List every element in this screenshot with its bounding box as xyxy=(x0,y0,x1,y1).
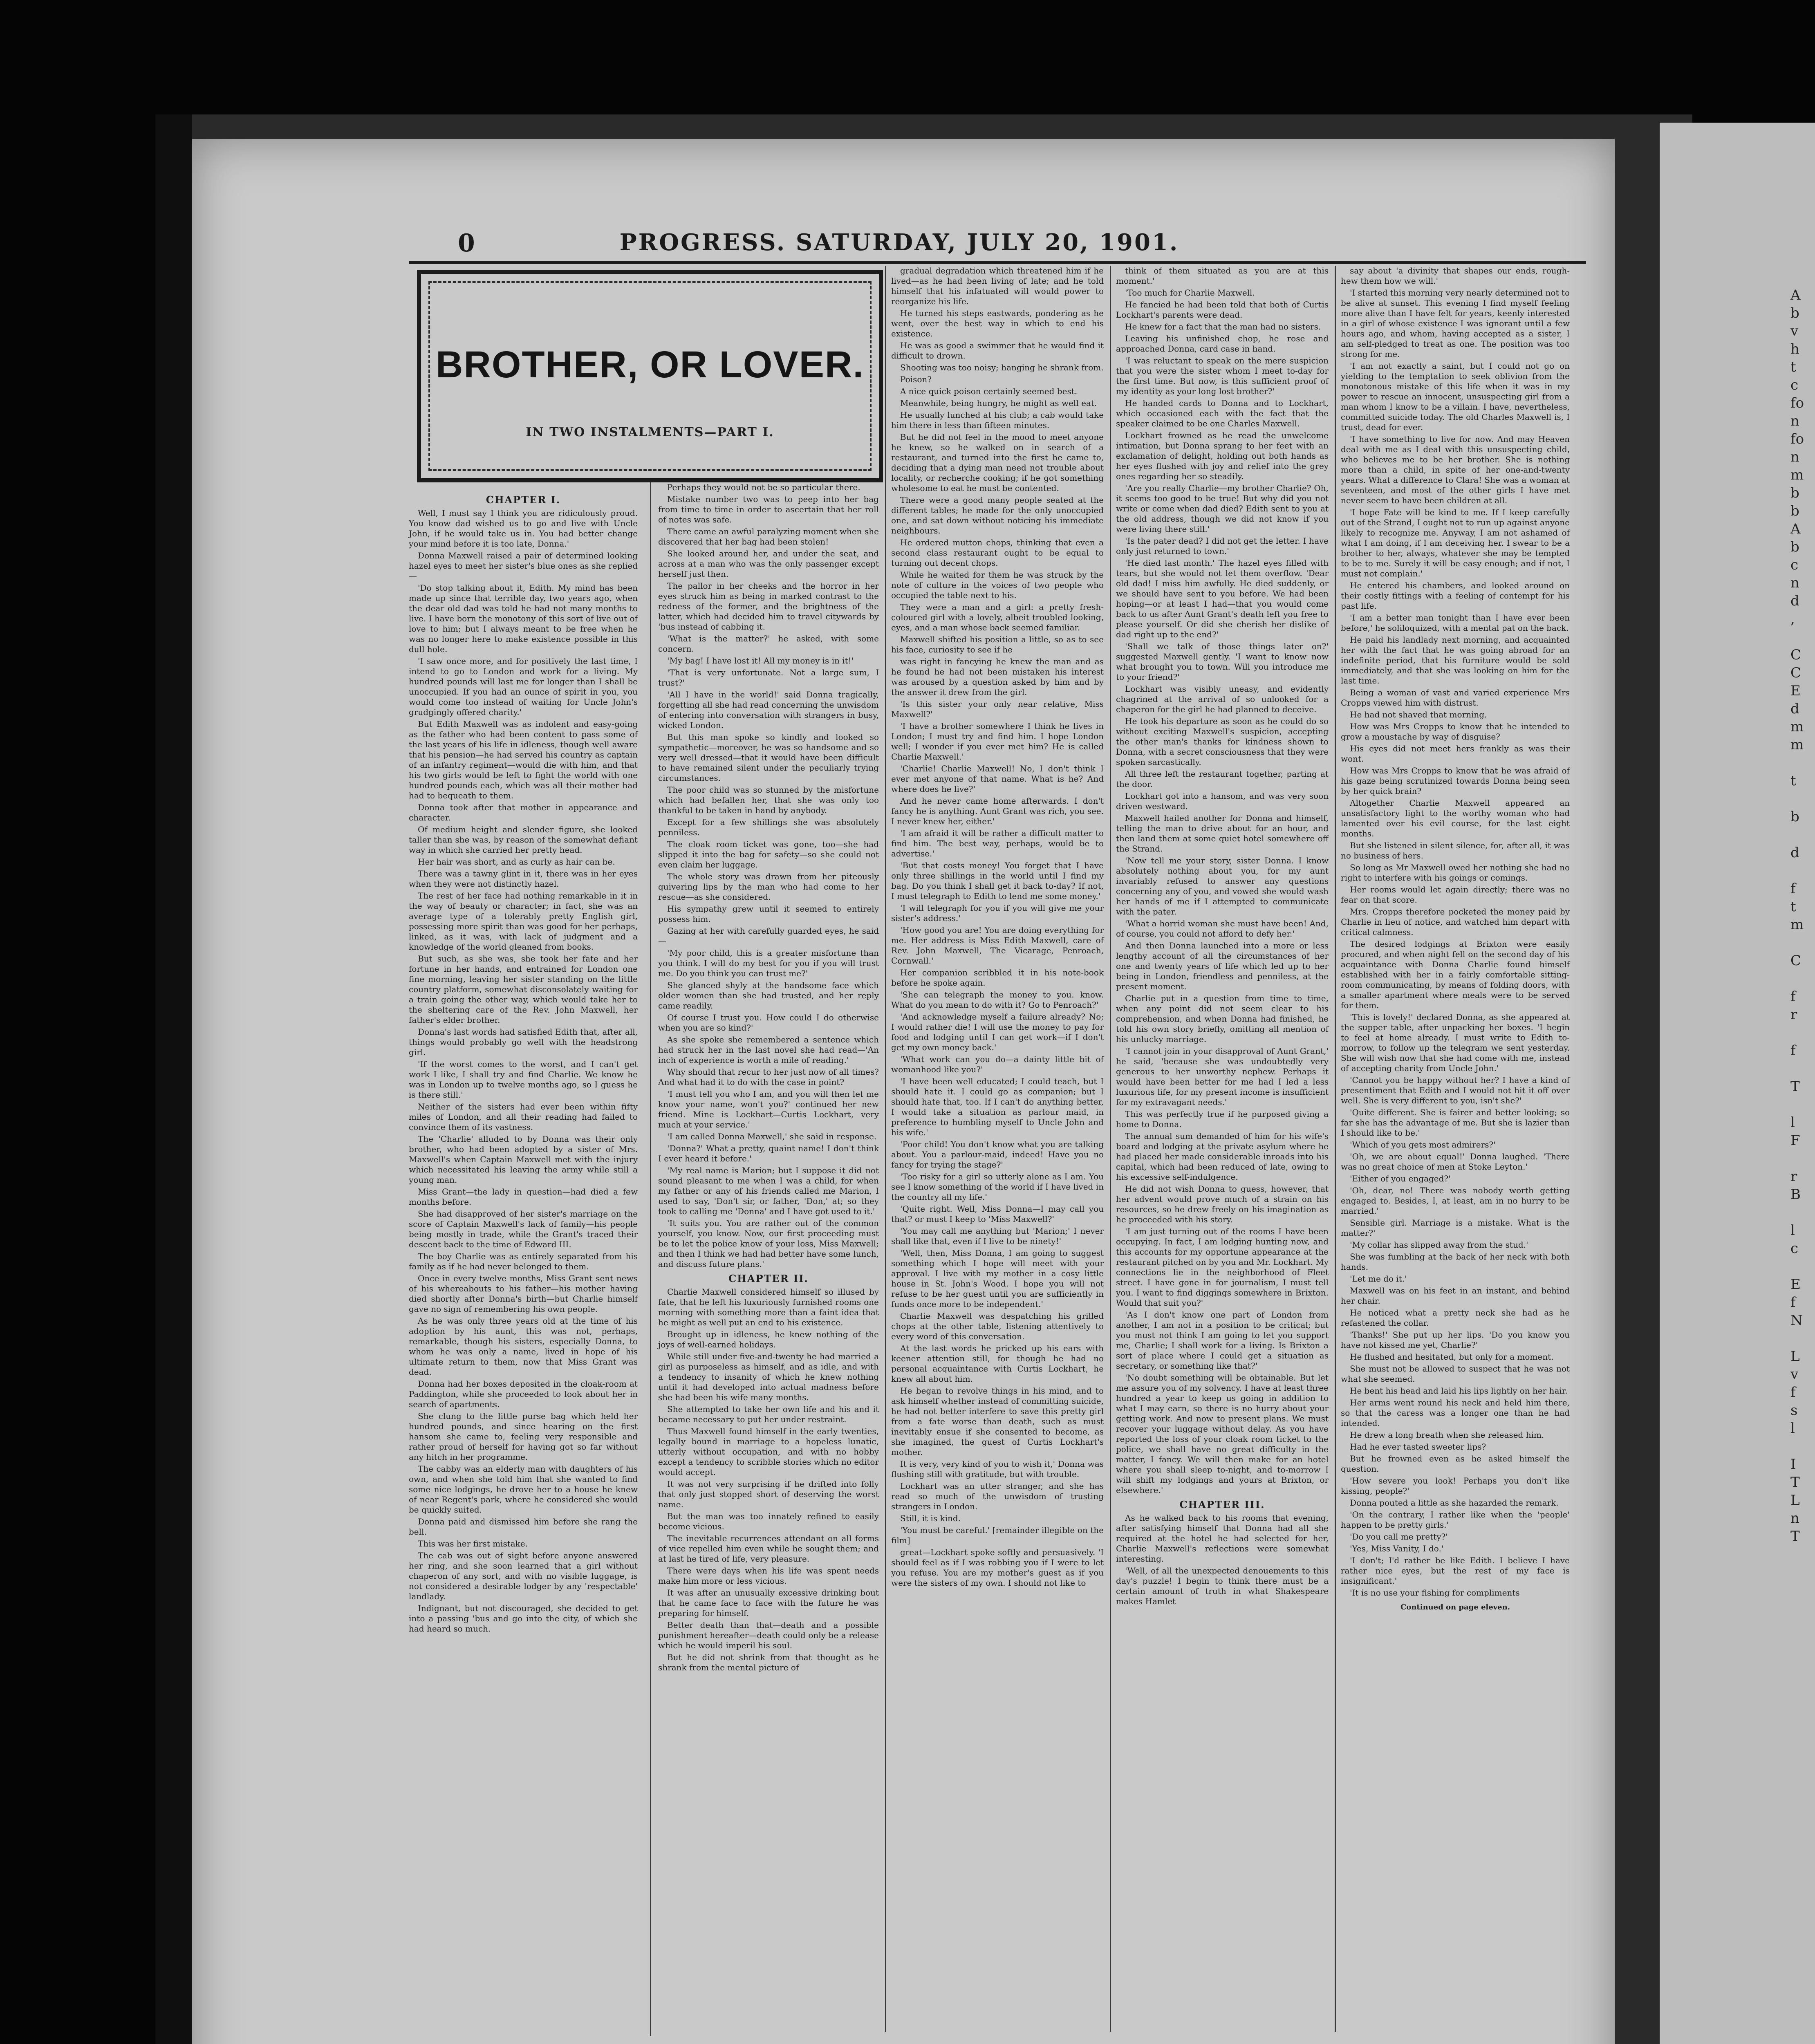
article-paragraph: 'Do stop talking about it, Edith. My mind has been made up since that terrible day, two years ago, when the dear old dad was told he had not many months to live. I have born the monotony of this sort of live out of love to him; but I always meant to be free when he was no longer here to make existence possible in this dull hole. xyxy=(409,583,638,654)
article-paragraph: 'My poor child, this is a greater misfortune than you think. I will do my best for you if you will trust me. Do you think you can trust me?' xyxy=(658,948,879,978)
article-paragraph: Donna paid and dismissed him before she rang the bell. xyxy=(409,1517,638,1537)
article-paragraph: He noticed what a pretty neck she had as he refastened the collar. xyxy=(1341,1308,1570,1328)
article-paragraph: It was not very surprising if he drifted into folly that only just stopped short of deserving the worst name. xyxy=(658,1479,879,1509)
article-paragraph: But he did not shrink from that thought as he shrank from the mental picture of xyxy=(658,1652,879,1672)
article-paragraph: Maxwell was on his feet in an instant, and behind her chair. xyxy=(1341,1286,1570,1306)
article-paragraph: 'My real name is Marion; but I suppose it did not sound pleasant to me when I was a child, for when my father or any of his friends called me Marion, I used to say, 'Don't sir, or father, 'Don,' at; so they took to calling me 'Donna' and I have got used to it.' xyxy=(658,1165,879,1216)
article-paragraph: Lockhart was visibly uneasy, and evidently chagrined at the arrival of so unlooked for a chaperon for the girl he had planned to deceive. xyxy=(1116,684,1329,714)
article-paragraph: He bent his head and laid his lips lightly on her hair. xyxy=(1350,1386,1568,1396)
article-paragraph: 'What work can you do—a dainty little bit of womanhood like you?' xyxy=(891,1054,1104,1074)
column-divider xyxy=(1110,266,1111,2032)
article-paragraph: 'Oh, we are about equal!' Donna laughed. 'There was no great choice of men at Stoke Leyton.' xyxy=(1341,1152,1570,1172)
article-paragraph: Being a woman of vast and varied experience Mrs Cropps viewed him with distrust. xyxy=(1341,688,1570,708)
article-paragraph: Her rooms would let again directly; there was no fear on that score. xyxy=(1341,885,1570,905)
article-paragraph: He ordered mutton chops, thinking that even a second class restaurant ought to be equal to turning out decent chops. xyxy=(891,538,1104,568)
article-paragraph: He fancied he had been told that both of Curtis Lockhart's parents were dead. xyxy=(1116,300,1329,320)
continued-note: Continued on page eleven. xyxy=(1400,1603,1510,1611)
article-paragraph: 'And acknowledge myself a failure already? No; I would rather die! I will use the money to pay for food and lodging until I can get work—if I don't get my own money back.' xyxy=(891,1012,1104,1052)
article-paragraph: 'Let me do it.' xyxy=(1350,1274,1407,1284)
article-paragraph: Her companion scribbled it in his note-book before he spoke again. xyxy=(891,968,1104,988)
article-paragraph: As he walked back to his rooms that evening, after satisfying himself that Donna had all she required at the hotel he had selected for her, Charlie Maxwell's reflections were somewhat interesting. xyxy=(1116,1513,1329,1564)
article-paragraph: 'Charlie! Charlie Maxwell! No, I don't think I ever met anyone of that name. What is he? And where does he live?' xyxy=(891,764,1104,794)
article-paragraph: The cloak room ticket was gone, too—she had slipped it into the bag for safety—so she could not even claim her luggage. xyxy=(658,839,879,870)
column-3 xyxy=(891,266,1104,1590)
article-paragraph: Better death than that—death and a possible punishment hereafter—death could only be a release which he would imperil his soul. xyxy=(658,1620,879,1650)
adjacent-page-fragment xyxy=(1660,123,1815,2044)
page-number: 0 xyxy=(458,229,475,258)
article-paragraph: Maxwell hailed another for Donna and himself, telling the man to drive about for an hour, and then land them at some quiet hotel somewhere off the Strand. xyxy=(1116,813,1329,854)
article-paragraph: 'I don't; I'd rather be like Edith. I believe I have rather nice eyes, but the rest of my face is insignificant.' xyxy=(1341,1555,1570,1586)
article-paragraph: He flushed and hesitated, but only for a moment. xyxy=(1350,1352,1554,1362)
article-paragraph: 'I am afraid it will be rather a difficult matter to find him. The best way, perhaps, would be to advertise.' xyxy=(891,828,1104,858)
article-paragraph: Maxwell shifted his position a little, so as to see his face, curiosity to see if he xyxy=(891,634,1104,654)
article-paragraph: Lockhart was an utter stranger, and she has read so much of the unwisdom of trusting strangers in London. xyxy=(891,1481,1104,1511)
article-paragraph: 'How severe you look! Perhaps you don't like kissing, people?' xyxy=(1341,1476,1570,1496)
article-paragraph: 'I have something to live for now. And may Heaven deal with me as I deal with this unsuspecting child, who believes me to be her brother. She is nothing more than a child, in spite of her one-and-twenty years. What a difference to Clara! She was a woman at seventeen, and most of the other girls I have met never seem to have been children at all. xyxy=(1341,434,1570,505)
article-paragraph: Donna pouted a little as she hazarded the remark. xyxy=(1350,1498,1559,1508)
article-paragraph: Perhaps they would not be so particular there. xyxy=(667,482,860,492)
article-paragraph: 'I was reluctant to speak on the mere suspicion that you were the sister whom I meet to-day for the first time. But now, is this sufficient proof of my identity as your long lost brother?' xyxy=(1116,356,1329,396)
article-paragraph: Well, I must say I think you are ridiculously proud. You know dad wished us to go and live with Uncle John, if he would take us in. You had better change your mind before it is too late, Donna.' xyxy=(409,508,638,549)
article-paragraph: He was as good a swimmer that he would find it difficult to drown. xyxy=(891,341,1104,361)
film-edge-left xyxy=(155,114,192,2044)
article-paragraph: There was a tawny glint in it, there was in her eyes when they were not distinctly hazel. xyxy=(409,869,638,889)
article-paragraph: 'I am just turning out of the rooms I have been occupying. In fact, I am lodging hunting now, and this accounts for my opportune appearance at the restaurant pitched on by you and Mr. Lockhart. My connections lie in the neighborhood of Fleet street. I have gone in for journalism, I must tell you. I want to find diggings somewhere in Brixton. Would that suit you?' xyxy=(1116,1226,1329,1308)
article-paragraph: He usually lunched at his club; a cab would take him there in less than fifteen minutes. xyxy=(891,410,1104,430)
article-paragraph: But this man spoke so kindly and looked so sympathetic—moreover, he was so handsome and so very well dressed—that it would have been difficult to have remained silent under the peculiarly trying circumstances. xyxy=(658,732,879,783)
masthead xyxy=(213,229,1586,258)
article-paragraph: 'Well, then, Miss Donna, I am going to suggest something which I hope will meet with your approval. I live with my mother in a cosy little house in St. John's Wood. I hope you will not refuse to be her guest until you are sufficiently in funds once more to be independent.' xyxy=(891,1248,1104,1309)
article-paragraph: The annual sum demanded of him for his wife's board and lodging at the private asylum where he had placed her made considerable inroads into his capital, which had been reduced of late, owing to his excessive self-indulgence. xyxy=(1116,1131,1329,1182)
article-paragraph: 'I have been well educated; I could teach, but I should hate it. I could go as companion; but I should hate that, too. If I can't do anything better, I would take a situation as parlour maid, in preference to humbling myself to Uncle John and his wife.' xyxy=(891,1076,1104,1137)
article-paragraph: 'But that costs money! You forget that I have only three shillings in the world until I find my bag. Do you think I shall get it back to-day? If not, I must telegraph to Edith to lend me some money.' xyxy=(891,861,1104,901)
chapter-heading: CHAPTER III. xyxy=(1179,1499,1265,1511)
article-paragraph: The cab was out of sight before anyone answered her ring, and she soon learned that a girl without chaperon of any sort, and with no visible luggage, is not considered a desirable lodger by any 'respectable' landlady. xyxy=(409,1551,638,1601)
article-paragraph: But she listened in silent silence, for, after all, it was no business of hers. xyxy=(1341,840,1570,861)
article-paragraph: 'I saw once more, and for positively the last time, I intend to go to London and work for a living. My hundred pounds will last me for longer than I shall be unoccupied. If you had an ounce of spirit in you, you would come too instead of waiting for Uncle John's grudgingly offered charity.' xyxy=(409,656,638,717)
masthead-title: PROGRESS. SATURDAY, JULY 20, 1901. xyxy=(619,229,1179,256)
article-paragraph: 'Do you call me pretty?' xyxy=(1350,1532,1448,1542)
article-paragraph: Charlie put in a question from time to time, when any point did not seem clear to his comprehension, and when Donna had finished, he told his own story briefly, omitting all mention of his unlucky marriage. xyxy=(1116,993,1329,1044)
article-paragraph: 'Is the pater dead? I did not get the letter. I have only just returned to town.' xyxy=(1116,536,1329,556)
article-paragraph: 'My collar has slipped away from the stud.' xyxy=(1350,1240,1528,1250)
article-paragraph: Sensible girl. Marriage is a mistake. What is the matter?' xyxy=(1341,1218,1570,1238)
article-paragraph: Meanwhile, being hungry, he might as well eat. xyxy=(900,398,1097,408)
article-paragraph: 'Too risky for a girl so utterly alone as I am. You see I know something of the world if I have lived in the country all my life.' xyxy=(891,1172,1104,1202)
article-paragraph: 'No doubt something will be obtainable. But let me assure you of my solvency. I have at least three hundred a year to keep us going in addition to what I may earn, so there is no hurry about your getting work. And now to present plans. We must recover your luggage without delay. As you have reported the loss of your cloak room ticket to the police, we shall have no great difficulty in the matter, I fancy. We will then make for an hotel where you shall sleep to-night, and to-morrow I will shift my lodgings and yours at Brixton, or elsewhere.' xyxy=(1116,1373,1329,1495)
article-paragraph: The inevitable recurrences attendant on all forms of vice repelled him even while he sought them; and at last he tired of life, very pleasure. xyxy=(658,1533,879,1564)
article-paragraph: 'All I have in the world!' said Donna tragically, forgetting all she had read concerning the unwisdom of entering into conversation with strangers in busy, wicked London. xyxy=(658,690,879,730)
article-paragraph: 'Thanks!' She put up her lips. 'Do you know you have not kissed me yet, Charlie?' xyxy=(1341,1330,1570,1350)
article-paragraph: 'Oh, dear, no! There was nobody worth getting engaged to. Besides, I, at least, am in no hurry to be married.' xyxy=(1341,1186,1570,1216)
article-paragraph: Indignant, but not discouraged, she decided to get into a passing 'bus and go into the city, of which she had heard so much. xyxy=(409,1603,638,1634)
article-paragraph: Of course I trust you. How could I do otherwise when you are so kind?' xyxy=(658,1013,879,1033)
article-paragraph: At the last words he pricked up his ears with keener attention still, for though he had no personal acquaintance with Curtis Lockhart, he knew all about him. xyxy=(891,1343,1104,1384)
article-paragraph: Lockhart frowned as he read the unwelcome intimation, but Donna sprang to her feet with an exclamation of delight, holding out both hands as her eyes flushed with joy and relief into the grey ones regarding her so steadily. xyxy=(1116,430,1329,481)
chapter-heading: CHAPTER I. xyxy=(486,494,561,506)
article-paragraph: But the man was too innately refined to easily become vicious. xyxy=(658,1511,879,1531)
article-paragraph: He did not wish Donna to guess, however, that her advent would prove much of a strain on his resources, so he drew freely on his imagination as he proceeded with his story. xyxy=(1116,1184,1329,1224)
article-paragraph: Had he ever tasted sweeter lips? xyxy=(1350,1442,1486,1452)
article-paragraph: It was after an unusually excessive drinking bout that he came face to face with the future he was preparing for himself. xyxy=(658,1588,879,1618)
article-paragraph: 'Are you really Charlie—my brother Charlie? Oh, it seems too good to be true! But why did you not write or come when dad died? Edith sent to you at the old address, though we did not know if you were living there still.' xyxy=(1116,483,1329,534)
article-paragraph: 'I will telegraph for you if you will give me your sister's address.' xyxy=(891,903,1104,923)
article-paragraph: 'I have a brother somewhere I think he lives in London; I must try and find him. I hope London well; I wonder if you ever met him? He is called Charlie Maxwell.' xyxy=(891,721,1104,762)
article-paragraph: But such, as she was, she took her fate and her fortune in her hands, and entrained for London one fine morning, leaving her sister standing on the little country platform, somewhat disconsolately waiting for a train going the other way, which would take her to the sheltering care of the Rev. John Maxwell, her father's elder brother. xyxy=(409,954,638,1025)
article-paragraph: Charlie Maxwell was despatching his grilled chops at the other table, listening attentively to every word of this conversation. xyxy=(891,1311,1104,1341)
article-paragraph: Of medium height and slender figure, she looked taller than she was, by reason of the somewhat defiant way in which she carried her pretty head. xyxy=(409,825,638,855)
article-paragraph: His eyes did not meet hers frankly as was their wont. xyxy=(1341,744,1570,764)
article-paragraph: 'As I don't know one part of London from another, I am not in a position to be critical; but you must not think I am going to let you support me, Charlie; I shall work for a living. Is Brixton a sort of place where I could get a situation as secretary, or something like that?' xyxy=(1116,1310,1329,1371)
article-paragraph: 'Yes, Miss Vanity, I do.' xyxy=(1350,1544,1444,1553)
article-paragraph: 'You must be careful.' [remainder illegible on the film] xyxy=(891,1525,1104,1545)
article-paragraph: 'I must tell you who I am, and you will then let me know your name, won't you?' continued her new friend. Mine is Lockhart—Curtis Lockhart, very much at your service.' xyxy=(658,1089,879,1130)
article-paragraph: 'Too much for Charlie Maxwell. xyxy=(1125,288,1255,298)
article-paragraph: Neither of the sisters had ever been within fifty miles of London, and all their reading had failed to convince them of its vastness. xyxy=(409,1102,638,1132)
article-paragraph: He knew for a fact that the man had no sisters. xyxy=(1125,322,1321,332)
article-paragraph: 'Which of you gets most admirers?' xyxy=(1350,1140,1496,1150)
article-paragraph: was right in fancying he knew the man and as he found he had not been mistaken his interest was aroused by a question asked by him and by the answer it drew from the girl. xyxy=(891,657,1104,697)
adjacent-page-text: A b v h t c fo n fo n m b b A b c n d , C C E d m m t b d f t m C f r f T l F r B l c E f N L v f s l I T L n T xyxy=(1790,287,1804,1544)
article-paragraph: There came an awful paralyzing moment when she discovered that her bag had been stolen! xyxy=(658,527,879,547)
article-paragraph: 'Now tell me your story, sister Donna. I know absolutely nothing about you, for my aunt invariably refused to answer any questions concerning any of you, and vowed she would wash her hands of me if I attempted to communicate with the pater. xyxy=(1116,856,1329,917)
article-paragraph: As she spoke she remembered a sentence which had struck her in the last novel she had read—'An inch of experience is worth a mile of reading.' xyxy=(658,1035,879,1065)
article-paragraph: 'If the worst comes to the worst, and I can't get work I like, I shall try and find Charlie. We know he was in London up to twelve months ago, so I guess he is there still.' xyxy=(409,1059,638,1100)
article-paragraph: She had disapproved of her sister's marriage on the score of Captain Maxwell's lack of family—his people being mostly in trade, while the Grant's traced their descent back to the time of Edward III. xyxy=(409,1209,638,1249)
article-paragraph: As he was only three years old at the time of his adoption by his aunt, this was not, perhaps, remarkable, though his sisters, especially Donna, to whom he was only a name, lived in hope of his ultimate return to them, now that Miss Grant was dead. xyxy=(409,1316,638,1377)
article-paragraph: Altogether Charlie Maxwell appeared an unsatisfactory light to the worthy woman who had lamented over his evil course, for the last eight months. xyxy=(1341,798,1570,838)
article-paragraph: Mrs. Cropps therefore pocketed the money paid by Charlie in lieu of notice, and watched him depart with critical calmness. xyxy=(1341,907,1570,937)
article-paragraph: He drew a long breath when she released him. xyxy=(1350,1430,1544,1440)
article-paragraph: 'On the contrary, I rather like when the 'people' happen to be pretty girls.' xyxy=(1341,1510,1570,1530)
article-paragraph: This was perfectly true if he purposed giving a home to Donna. xyxy=(1116,1109,1329,1129)
article-paragraph: 'What is the matter?' he asked, with some concern. xyxy=(658,634,879,654)
article-paragraph: 'Shall we talk of those things later on?' suggested Maxwell gently. 'I want to know now what brought you to town. Will you introduce me to your friend?' xyxy=(1116,641,1329,682)
article-paragraph: 'Cannot you be happy without her? I have a kind of presentiment that Edith and I would not hit it off over well. She is very different to you, isn't she?' xyxy=(1341,1075,1570,1105)
article-paragraph: 'This is lovely!' declared Donna, as she appeared at the supper table, after unpacking her boxes. 'I begin to feel at home already. I must write to Edith to-morrow, to follow up the telegram we sent yesterday. She will wish now that she had come with me, instead of accepting charity from Uncle John.' xyxy=(1341,1012,1570,1073)
article-paragraph: But he did not feel in the mood to meet anyone he knew, so he walked on in search of a restaurant, and turned into the first he came to, deciding that a dying man need not trouble about locality, or recherche cooking; if he got something wholesome to eat he must be contented. xyxy=(891,432,1104,493)
article-paragraph: 'Quite right. Well, Miss Donna—I may call you that? or must I keep to 'Miss Maxwell?' xyxy=(891,1204,1104,1224)
article-paragraph: His sympathy grew until it seemed to entirely possess him. xyxy=(658,904,879,924)
article-paragraph: The desired lodgings at Brixton were easily procured, and when night fell on the second day of his acquaintance with Donna Charlie found himself established with her in a fairly comfortable sitting-room communicating, by means of folding doors, with a smaller apartment where meals were to be served for them. xyxy=(1341,939,1570,1010)
article-paragraph: The pallor in her cheeks and the horror in her eyes struck him as being in marked contrast to the redness of the former, and the brightness of the latter, which had decided him to travel citywards by 'bus instead of cabbing it. xyxy=(658,581,879,632)
article-paragraph: He paid his landlady next morning, and acquainted her with the fact that he was going abroad for an indefinite period, that his furniture would be sold immediately, and that she was looking on him for the last time. xyxy=(1341,635,1570,686)
article-paragraph: She must not be allowed to suspect that he was not what she seemed. xyxy=(1341,1364,1570,1384)
article-paragraph: 'What a horrid woman she must have been! And, of course, you could not afford to defy her.' xyxy=(1116,919,1329,939)
article-paragraph: While still under five-and-twenty he had married a girl as purposeless as himself, and as idle, and with a tendency to insanity of which he knew nothing until it had developed into actual madness before she had been his wife many months. xyxy=(658,1351,879,1402)
article-paragraph: 'It is no use your fishing for compliments xyxy=(1350,1588,1520,1598)
article-paragraph: He entered his chambers, and looked around on their costly fittings with a feeling of contempt for his past life. xyxy=(1341,580,1570,611)
article-paragraph: Lockhart got into a hansom, and was very soon driven westward. xyxy=(1116,791,1329,811)
column-1 xyxy=(409,491,638,1636)
article-paragraph: Her arms went round his neck and held him there, so that the caress was a longer one than he had intended. xyxy=(1341,1398,1570,1428)
article-paragraph: 'Is this sister your only near relative, Miss Maxwell?' xyxy=(891,699,1104,719)
article-paragraph: So long as Mr Maxwell owed her nothing she had no right to interfere with his goings or comings. xyxy=(1341,863,1570,883)
chapter-heading: CHAPTER II. xyxy=(728,1273,809,1284)
article-paragraph: great—Lockhart spoke softly and persuasively. 'I should feel as if I was robbing you if I were to let you refuse. You are my mother's guest as if you were the sisters of my own. I should not like to xyxy=(891,1547,1104,1588)
article-paragraph: Why should that recur to her just now of all times? And what had it to do with the case in point? xyxy=(658,1067,879,1087)
article-paragraph: Still, it is kind. xyxy=(900,1513,961,1523)
article-paragraph: The rest of her face had nothing remarkable in it in the way of beauty or character; in fact, she was an average type of a tolerably pretty English girl, possessing more spirit than was good for her perhaps, linked, as it was, with lack of judgment and a knowledge of the world gleaned from books. xyxy=(409,891,638,952)
article-paragraph: Thus Maxwell found himself in the early twenties, legally bound in marriage to a hopeless lunatic, utterly without occupation, and with no hobby except a tendency to scribble stories which no editor would accept. xyxy=(658,1426,879,1477)
article-paragraph: There were a good many people seated at the different tables; he made for the only unoccupied one, and sat down without noticing his immediate neighbours. xyxy=(891,495,1104,536)
article-paragraph: 'My bag! I have lost it! All my money is in it!' xyxy=(667,656,854,666)
article-paragraph: 'Either of you engaged?' xyxy=(1350,1174,1451,1183)
article-paragraph: The whole story was drawn from her piteously quivering lips by the man who had come to her rescue—as she considered. xyxy=(658,872,879,902)
article-paragraph: How was Mrs Cropps to know that he was afraid of his gaze being scrutinized towards Donna being seen by her quick brain? xyxy=(1341,766,1570,796)
article-paragraph: She clung to the little purse bag which held her hundred pounds, and since hearing on the first hansom she came to, feeling very responsible and rather proud of herself for having got so far without any hitch in her programme. xyxy=(409,1411,638,1462)
article-paragraph: He had not shaved that morning. xyxy=(1350,710,1487,719)
article-paragraph: But Edith Maxwell was as indolent and easy-going as the father who had been content to pass some of the last years of his life in idleness, though well aware that his pension—he had served his country as captain of an infantry regiment—would die with him, and that his two girls would be left to fight the world with one hundred pounds each, which was all their mother had had to bequeath to them. xyxy=(409,719,638,800)
article-paragraph: A nice quick poison certainly seemed best. xyxy=(900,386,1078,396)
article-paragraph: Miss Grant—the lady in question—had died a few months before. xyxy=(409,1187,638,1207)
story-subtitle: IN TWO INSTALMENTS—PART I. xyxy=(526,425,774,439)
article-paragraph: Donna had her boxes deposited in the cloak-room at Paddington, while she proceeded to look about her in search of apartments. xyxy=(409,1379,638,1409)
article-paragraph: gradual degradation which threatened him if he lived—as he had been living of late; and he told himself that his infatuated will would power to reorganize his life. xyxy=(891,266,1104,306)
article-paragraph: 'I am not exactly a saint, but I could not go on yielding to the temptation to seek oblivion from the monotonous mistake of this life when it was in my power to rescue an innocent, unsuspecting girl from a man whom I know to be a villain. I have, nevertheless, committed suicide today. The old Charles Maxwell is, I trust, dead for ever. xyxy=(1341,361,1570,432)
article-paragraph: Donna Maxwell raised a pair of determined looking hazel eyes to meet her sister's blue ones as she replied— xyxy=(409,551,638,581)
article-paragraph: 'I cannot join in your disapproval of Aunt Grant,' he said, 'because she was undoubtedly very generous to her unworthy nephew. Perhaps it would have been better for me had I led a less luxurious life, for my present income is insufficient for my extravagant needs.' xyxy=(1116,1046,1329,1107)
story-title: BROTHER, OR LOVER. xyxy=(435,344,865,385)
column-divider xyxy=(1335,266,1336,2032)
article-paragraph: 'Quite different. She is fairer and better looking; so far she has the advantage of me. But she is lazier than I should like to be.' xyxy=(1341,1107,1570,1138)
article-paragraph: How was Mrs Cropps to know that he intended to grow a moustache by way of disguise? xyxy=(1341,722,1570,742)
column-5 xyxy=(1341,266,1570,1612)
article-paragraph: And then Donna launched into a more or less lengthy account of all the circumstances of her one and twenty years of life which led up to her being in London, friendless and penniless, at the present moment. xyxy=(1116,941,1329,991)
article-paragraph: There were days when his life was spent needs make him more or less vicious. xyxy=(658,1566,879,1586)
article-paragraph: Donna took after that mother in appearance and character. xyxy=(409,802,638,823)
article-paragraph: 'Well, of all the unexpected denouements to this day's puzzle! I begin to think there must be a certain amount of truth in what Shakespeare makes Hamlet xyxy=(1116,1566,1329,1606)
article-paragraph: Her hair was short, and as curly as hair can be. xyxy=(418,857,615,867)
article-paragraph: Mistake number two was to peep into her bag from time to time in order to ascertain that her roll of notes was safe. xyxy=(658,494,879,524)
article-paragraph: Gazing at her with carefully guarded eyes, he said— xyxy=(658,926,879,946)
column-4 xyxy=(1116,266,1329,1608)
article-paragraph: She was fumbling at the back of her neck with both hands. xyxy=(1341,1252,1570,1272)
article-paragraph: 'I started this morning very nearly determined not to be alive at sunset. This evening I find myself feeling more alive than I have felt for years, keenly interested in a girl of whose existence I was ignorant until a few hours ago, and whom, having accepted as a sister, I am self-pledged to treat as one. The position was too strong for me. xyxy=(1341,288,1570,359)
article-paragraph: It is very, very kind of you to wish it,' Donna was flushing still with gratitude, but with trouble. xyxy=(891,1459,1104,1479)
article-paragraph: This was her first mistake. xyxy=(418,1539,528,1549)
article-paragraph: The 'Charlie' alluded to by Donna was their only brother, who had been adopted by a sister of Mrs. Maxwell's when Captain Maxwell met with the injury which necessitated his leaving the army while still a young man. xyxy=(409,1134,638,1185)
article-paragraph: The boy Charlie was as entirely separated from his family as if he had never belonged to them. xyxy=(409,1251,638,1271)
article-paragraph: Brought up in idleness, he knew nothing of the joys of well-earned holidays. xyxy=(658,1329,879,1349)
article-paragraph: 'That is very unfortunate. Not a large sum, I trust?' xyxy=(658,668,879,688)
article-paragraph: She looked around her, and under the seat, and across at a man who was the only passenger except herself just then. xyxy=(658,549,879,579)
article-paragraph: And he never came home afterwards. I don't fancy he is anything. Aunt Grant was rich, you see. I never knew her, either.' xyxy=(891,796,1104,826)
article-paragraph: She glanced shyly at the handsome face which older women than she had trusted, and her reply came readily. xyxy=(658,980,879,1011)
article-paragraph: Poison? xyxy=(900,374,932,384)
article-paragraph: The cabby was an elderly man with daughters of his own, and when she told him that she wanted to find some nice lodgings, he drove her to a house he knew of near Regent's park, where he considered she would be quickly suited. xyxy=(409,1464,638,1515)
article-paragraph: 'Donna?' What a pretty, quaint name! I don't think I ever heard it before.' xyxy=(658,1143,879,1163)
article-paragraph: Leaving his unfinished chop, he rose and approached Donna, card case in hand. xyxy=(1116,334,1329,354)
article-paragraph: The poor child was so stunned by the misfortune which had befallen her, that she was only too thankful to be taken in hand by anybody. xyxy=(658,785,879,815)
article-paragraph: While he waited for them he was struck by the note of culture in the voices of two people who occupied the table next to his. xyxy=(891,570,1104,600)
masthead-rule xyxy=(409,261,1586,264)
article-paragraph: He began to revolve things in his mind, and to ask himself whether instead of committing suicide, he had not better interfere to save this pretty girl from a fate worse than death, such as must inevitably ensue if she consented to become, as she imagined, the guest of Curtis Lockhart's mother. xyxy=(891,1386,1104,1457)
story-title-box xyxy=(417,270,883,482)
article-paragraph: Charlie Maxwell considered himself so illused by fate, that he left his luxuriously furnished rooms one morning with something more than a faint idea that he might as well put an end to his existence. xyxy=(658,1287,879,1327)
article-paragraph: 'I am called Donna Maxwell,' she said in response. xyxy=(667,1132,877,1141)
article-paragraph: think of them situated as you are at this moment.' xyxy=(1116,266,1329,286)
article-paragraph: All three left the restaurant together, parting at the door. xyxy=(1116,769,1329,789)
column-divider xyxy=(885,266,886,2032)
article-paragraph: 'Poor child! You don't know what you are talking about. You a parlour-maid, indeed! Have you no fancy for trying the stage?' xyxy=(891,1139,1104,1170)
article-paragraph: 'You may call me anything but 'Marion;' I never shall like that, even if I live to be ninety!' xyxy=(891,1226,1104,1246)
article-paragraph: 'I am a better man tonight than I have ever been before,' he soliloquized, with a mental pat on the back. xyxy=(1341,613,1570,633)
article-paragraph: They were a man and a girl: a pretty fresh-coloured girl with a lovely, albeit troubled looking, eyes, and a man whose back seemed familiar. xyxy=(891,602,1104,632)
column-divider xyxy=(650,482,651,2036)
article-paragraph: She attempted to take her own life and his and it became necessary to put her under restraint. xyxy=(658,1404,879,1424)
article-paragraph: say about 'a divinity that shapes our ends, rough-hew them how we will.' xyxy=(1341,266,1570,286)
article-paragraph: He handed cards to Donna and to Lockhart, which occasioned each with the fact that the speaker claimed to be one Charles Maxwell. xyxy=(1116,398,1329,428)
article-paragraph: Except for a few shillings she was absolutely penniless. xyxy=(658,817,879,837)
article-paragraph: He turned his steps eastwards, pondering as he went, over the best way in which to end his existence. xyxy=(891,308,1104,338)
article-paragraph: 'How good you are! You are doing everything for me. Her address is Miss Edith Maxwell, care of Rev. John Maxwell, The Vicarage, Penroach, Cornwall.' xyxy=(891,925,1104,966)
article-paragraph: Donna's last words had satisfied Edith that, after all, things would probably go well with the headstrong girl. xyxy=(409,1027,638,1057)
column-2 xyxy=(658,482,879,1674)
article-paragraph: 'She can telegraph the money to you. know. What do you mean to do with it? Go to Penroach?' xyxy=(891,990,1104,1010)
article-paragraph: 'He died last month.' The hazel eyes filled with tears, but she would not let them overflow. 'Dear old dad! I miss him awfully. He died suddenly, or we should have sent to you before. We had been hoping—or at least I had—that you would come back to us after Aunt Grant's death left you free to please yourself. Or did she cherish her dislike of dad right up to the end?' xyxy=(1116,558,1329,639)
article-paragraph: 'I hope Fate will be kind to me. If I keep carefully out of the Strand, I ought not to run up against anyone likely to recognize me. Anyway, I am not ashamed of what I am doing, if I am deceiving her. I swear to be a brother to her, always, whatever she may be tempted to be to me. Surely it will be easy enough; and if not, I must not complain.' xyxy=(1341,507,1570,578)
article-paragraph: 'It suits you. You are rather out of the common yourself, you know. Now, our first proceeding must be to let the police know of your loss, Miss Maxwell; and then I think we had had better have some lunch, and discuss future plans.' xyxy=(658,1218,879,1269)
article-paragraph: He took his departure as soon as he could do so without exciting Maxwell's suspicion, accepting the other man's thanks for kindness shown to Donna, with a secret consciousness that they were spoken sarcastically. xyxy=(1116,716,1329,767)
article-paragraph: Shooting was too noisy; hanging he shrank from. xyxy=(900,363,1104,372)
article-paragraph: Once in every twelve months, Miss Grant sent news of his whereabouts to his father—his mother having died shortly after Donna's birth—but Charlie himself gave no sign of remembering his own people. xyxy=(409,1273,638,1314)
article-paragraph: But he frowned even as he asked himself the question. xyxy=(1341,1454,1570,1474)
